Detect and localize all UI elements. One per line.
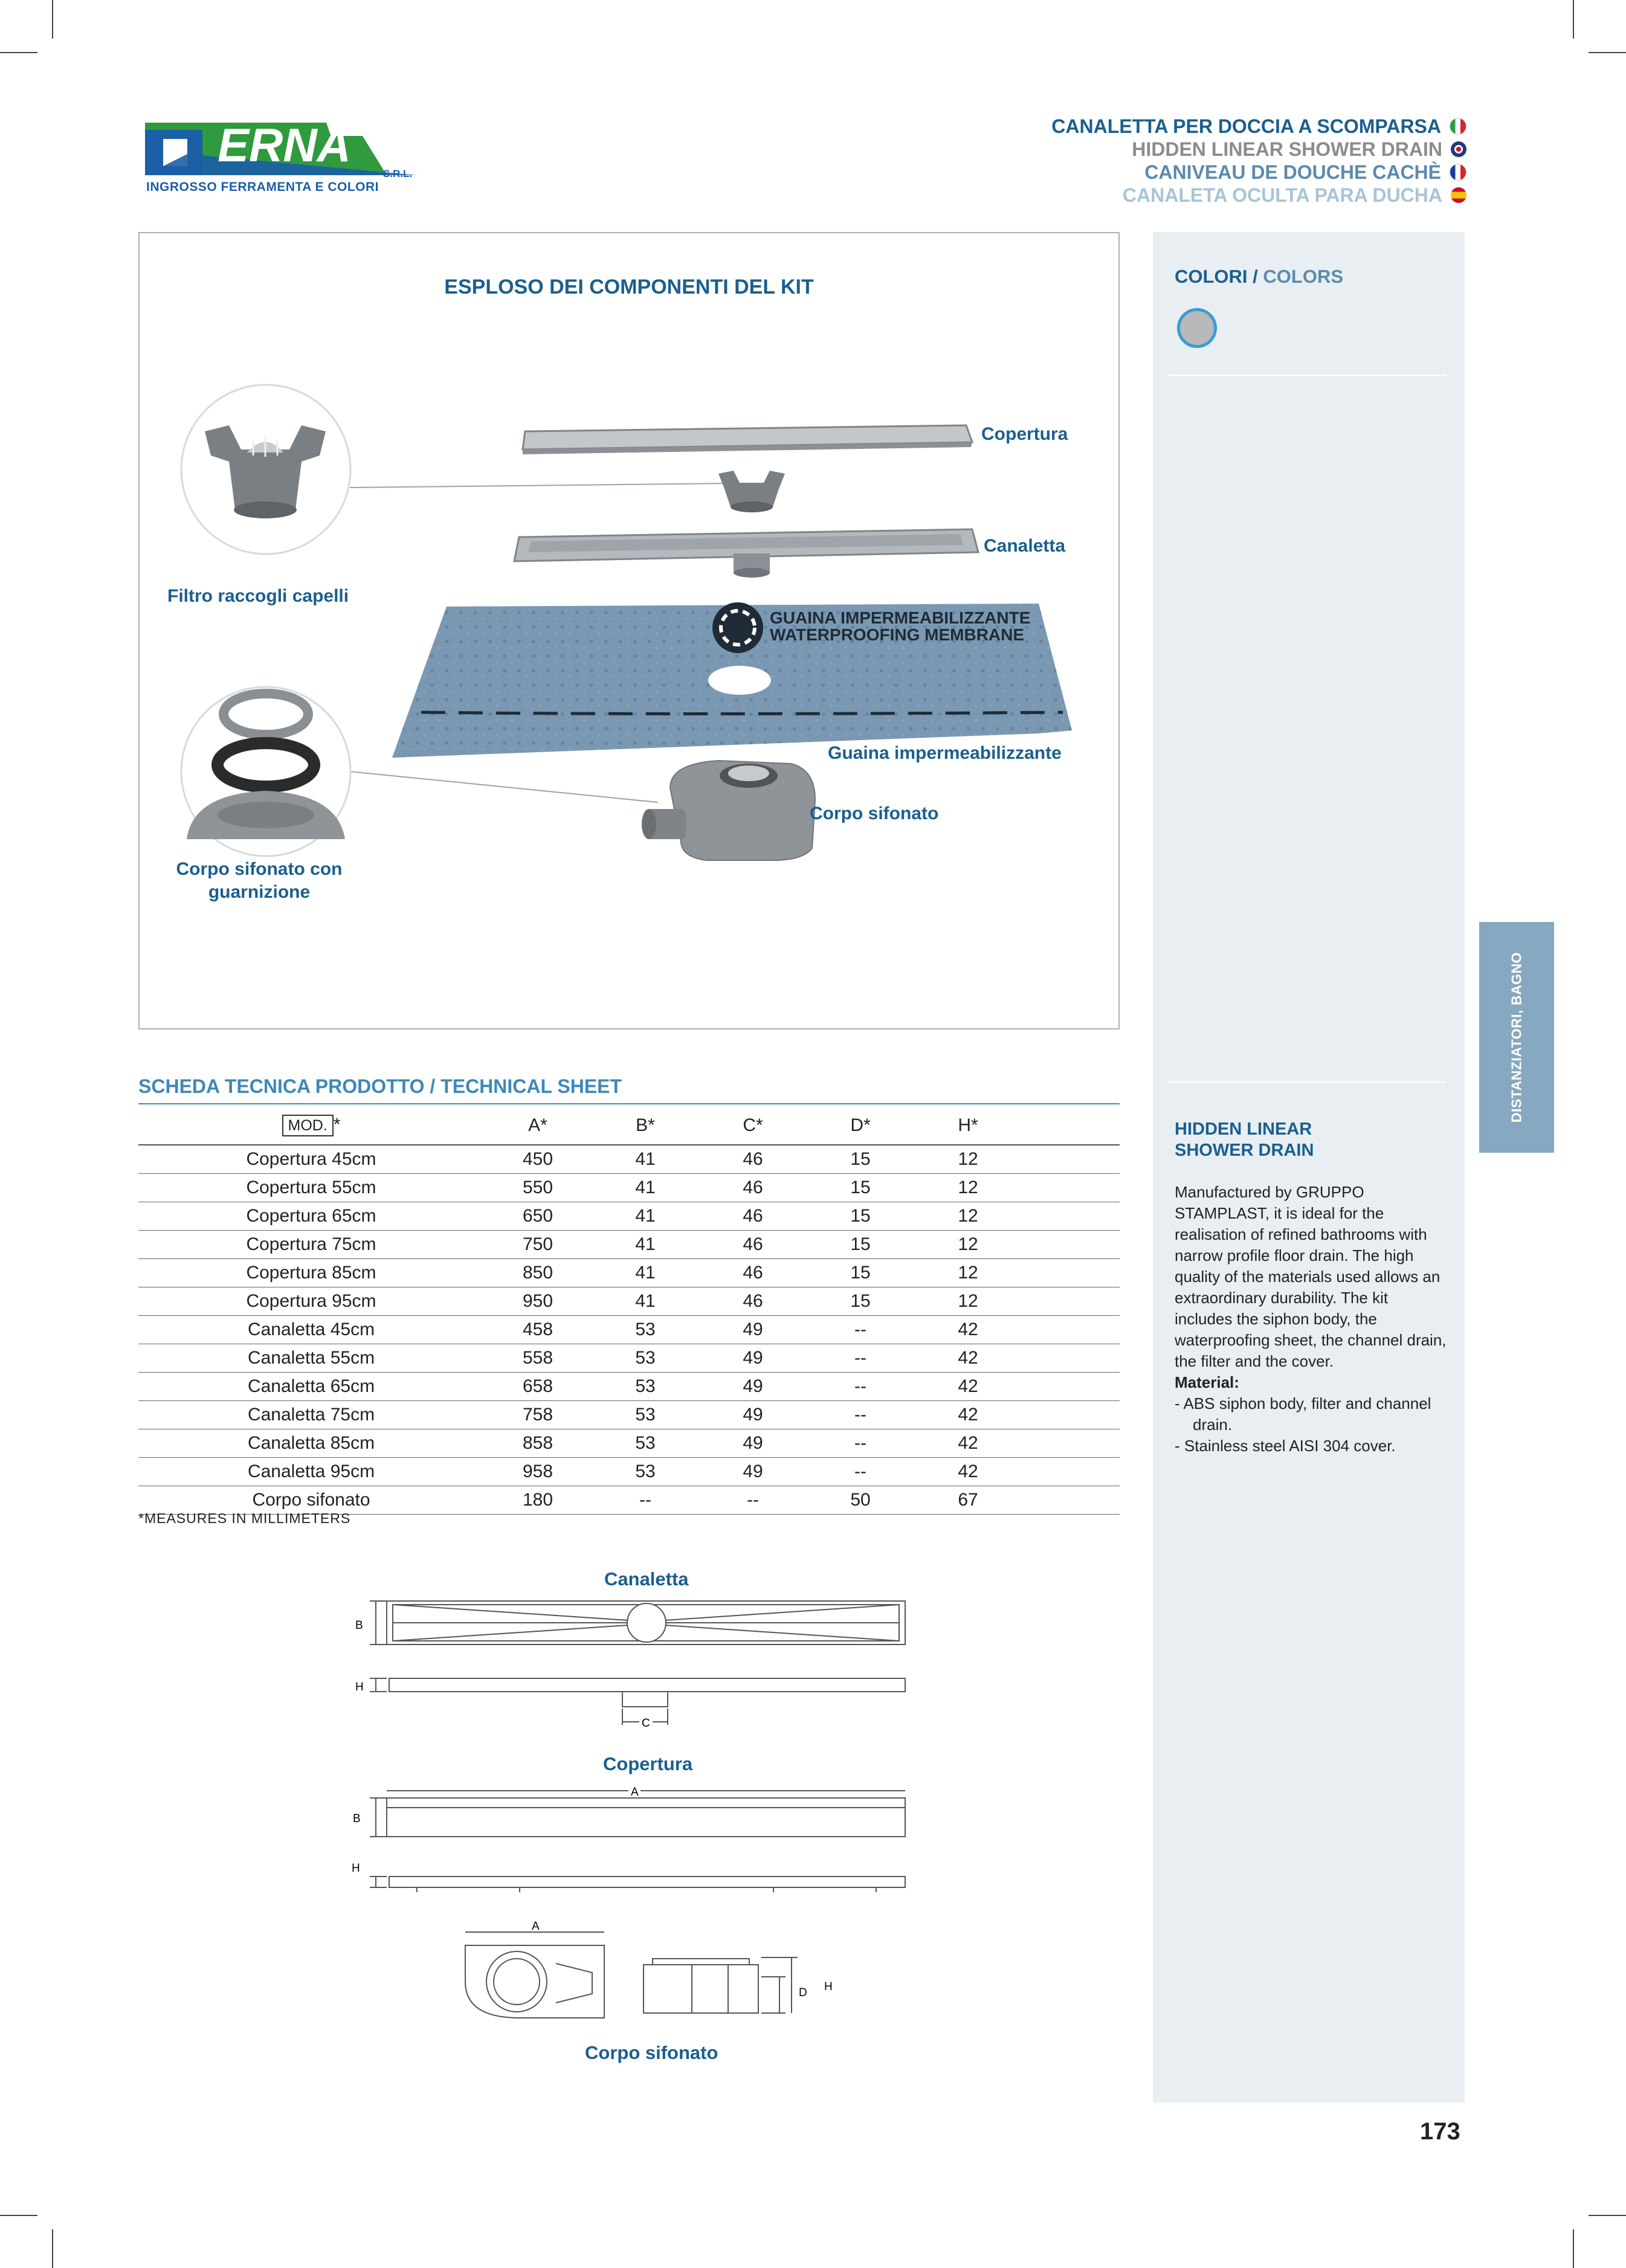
divider <box>138 1103 1120 1104</box>
dim-label-b: B <box>353 1812 361 1825</box>
cell-value: 41 <box>592 1259 699 1287</box>
cell-model: Canaletta 75cm <box>138 1401 484 1429</box>
dim-label-a: A <box>631 1786 639 1799</box>
cell-value: -- <box>807 1344 914 1373</box>
description-title: HIDDEN LINEAR SHOWER DRAIN <box>1175 1120 1314 1160</box>
cell-value: 53 <box>592 1458 699 1486</box>
header-h: H* <box>914 1107 1022 1145</box>
label-corpo: Corpo sifonato <box>810 804 939 823</box>
cell-value: 180 <box>484 1486 592 1515</box>
material-list <box>1175 1393 1450 1457</box>
material-label: Material: <box>1175 1373 1239 1391</box>
cell-value: 950 <box>484 1287 592 1316</box>
cell-value: -- <box>807 1458 914 1486</box>
cell-value: 49 <box>699 1429 807 1458</box>
cell-value: 49 <box>699 1316 807 1344</box>
svg-text:ERNA: ERNA <box>218 118 352 172</box>
product-description <box>1175 1182 1450 1457</box>
exploded-view-title: ESPLOSO DEI COMPONENTI DEL KIT <box>444 275 814 298</box>
cell-value: -- <box>592 1486 699 1515</box>
cell-value: 858 <box>484 1429 592 1458</box>
cell-model: Canaletta 95cm <box>138 1458 484 1486</box>
cell-value: 758 <box>484 1401 592 1429</box>
dim-label-a: A <box>532 1920 540 1933</box>
cell-model: Canaletta 85cm <box>138 1429 484 1458</box>
cell-value: 41 <box>592 1287 699 1316</box>
cell-value: 46 <box>699 1231 807 1259</box>
crop-mark <box>52 0 53 39</box>
cell-value: 42 <box>914 1401 1022 1429</box>
cell-value: 458 <box>484 1316 592 1344</box>
table-row <box>138 1287 1120 1316</box>
cell-value: 15 <box>807 1231 914 1259</box>
cell-value: 558 <box>484 1344 592 1373</box>
label-guaina: Guaina impermeabilizzante <box>828 743 1062 763</box>
cell-value: 42 <box>914 1373 1022 1401</box>
crop-mark <box>0 2215 37 2216</box>
cell-value: 46 <box>699 1259 807 1287</box>
cell-value: 50 <box>807 1486 914 1515</box>
cell-value: 12 <box>914 1202 1022 1231</box>
cell-model: Copertura 55cm <box>138 1174 484 1202</box>
cell-value: 53 <box>592 1316 699 1344</box>
cell-value: 15 <box>807 1174 914 1202</box>
title-it: CANALETTA PER DOCCIA A SCOMPARSA <box>1051 115 1466 138</box>
cell-value: 53 <box>592 1344 699 1373</box>
membrane-text-2: WATERPROOFING MEMBRANE <box>770 625 1025 644</box>
category-tab[interactable]: DISTANZIATORI, BAGNO <box>1479 922 1554 1153</box>
table-row <box>138 1174 1120 1202</box>
cell-value: 12 <box>914 1231 1022 1259</box>
cell-value: -- <box>807 1316 914 1344</box>
header-b: B* <box>592 1107 699 1145</box>
header-mod: MOD. * <box>138 1107 484 1145</box>
title-es: CANALETA OCULTA PARA DUCHA <box>1051 184 1466 207</box>
cell-value: 46 <box>699 1174 807 1202</box>
cell-value: 41 <box>592 1202 699 1231</box>
cell-value: 12 <box>914 1174 1022 1202</box>
material-item: - ABS siphon body, filter and channel drain. <box>1175 1394 1431 1434</box>
cell-value: 12 <box>914 1259 1022 1287</box>
cell-model: Copertura 95cm <box>138 1287 484 1316</box>
table-header-row <box>138 1107 1120 1145</box>
cell-value: 42 <box>914 1344 1022 1373</box>
cell-value: 53 <box>592 1401 699 1429</box>
cell-model: Copertura 85cm <box>138 1259 484 1287</box>
cell-value: 15 <box>807 1287 914 1316</box>
label-corpo-guarnizione: Corpo sifonato con guarnizione <box>176 859 343 902</box>
color-swatch[interactable] <box>1177 308 1217 348</box>
france-flag-icon <box>1450 164 1466 181</box>
drawing-title-canaletta: Canaletta <box>604 1568 689 1590</box>
crop-mark <box>1589 2215 1626 2216</box>
table-row <box>138 1344 1120 1373</box>
cell-model: Copertura 75cm <box>138 1231 484 1259</box>
cell-value: 42 <box>914 1316 1022 1344</box>
page-number: 173 <box>1420 2118 1460 2145</box>
logo-tagline: INGROSSO FERRAMENTA E COLORI <box>146 180 379 194</box>
dim-label-h: H <box>352 1862 360 1875</box>
crop-mark <box>52 2229 53 2268</box>
spain-flag-icon <box>1451 187 1466 203</box>
cell-value: 49 <box>699 1401 807 1429</box>
divider <box>1169 375 1447 376</box>
cell-value: 658 <box>484 1373 592 1401</box>
cell-value: 15 <box>807 1145 914 1174</box>
table-row <box>138 1231 1120 1259</box>
crop-mark <box>1589 52 1626 53</box>
header-c: C* <box>699 1107 807 1145</box>
label-filtro: Filtro raccogli capelli <box>167 586 349 606</box>
crop-mark <box>1573 2229 1574 2268</box>
cell-value: -- <box>807 1401 914 1429</box>
cell-value: 15 <box>807 1259 914 1287</box>
cell-value: 15 <box>807 1202 914 1231</box>
cell-value: 49 <box>699 1458 807 1486</box>
cell-value: 49 <box>699 1344 807 1373</box>
cell-value: 46 <box>699 1202 807 1231</box>
cell-value: 750 <box>484 1231 592 1259</box>
cell-value: 53 <box>592 1429 699 1458</box>
uk-flag-icon <box>1451 141 1466 157</box>
crop-mark <box>1573 0 1574 39</box>
label-copertura: Copertura <box>981 424 1068 444</box>
cell-value: -- <box>699 1486 807 1515</box>
table-row <box>138 1316 1120 1344</box>
crop-mark <box>0 52 37 53</box>
cell-value: 550 <box>484 1174 592 1202</box>
cell-model: Canaletta 55cm <box>138 1344 484 1373</box>
cell-value: 41 <box>592 1145 699 1174</box>
table-row <box>138 1373 1120 1401</box>
dim-label-h: H <box>355 1681 364 1693</box>
material-item: - Stainless steel AISI 304 cover. <box>1175 1437 1396 1455</box>
cell-value: 850 <box>484 1259 592 1287</box>
product-titles <box>1051 115 1466 207</box>
cell-value: 12 <box>914 1287 1022 1316</box>
colors-heading: COLORI / COLORS <box>1175 266 1344 287</box>
exploded-illustration <box>138 232 1120 1029</box>
cell-value: 41 <box>592 1231 699 1259</box>
cell-value: -- <box>807 1373 914 1401</box>
table-row <box>138 1202 1120 1231</box>
cell-value: 49 <box>699 1373 807 1401</box>
table-row <box>138 1429 1120 1458</box>
cell-value: 450 <box>484 1145 592 1174</box>
dim-label-b: B <box>355 1619 363 1632</box>
cell-value: 42 <box>914 1429 1022 1458</box>
header-d: D* <box>807 1107 914 1145</box>
measures-note: *MEASURES IN MILLIMETERS <box>138 1510 351 1526</box>
table-row <box>138 1458 1120 1486</box>
cell-value: 12 <box>914 1145 1022 1174</box>
cell-model: Canaletta 65cm <box>138 1373 484 1401</box>
divider <box>1169 1081 1447 1083</box>
header-a: A* <box>484 1107 592 1145</box>
cell-value: 650 <box>484 1202 592 1231</box>
drawing-title-corpo: Corpo sifonato <box>585 2042 718 2063</box>
description-text: Manufactured by GRUPPO STAMPLAST, it is ideal for the realisation of refined bathrooms with narrow profile floor drain. The high quality of the materials used allows an extraordinary durability. The kit includes the siphon body, the waterproofing sheet, the channel drain, the filter and the cover. <box>1175 1183 1447 1370</box>
technical-drawings <box>338 1583 918 2042</box>
cell-value: 46 <box>699 1287 807 1316</box>
cell-value: 41 <box>592 1174 699 1202</box>
membrane-text-1: GUAINA IMPERMEABILIZZANTE <box>770 608 1031 627</box>
logo-suffix: S.R.L. <box>383 168 413 179</box>
drawing-title-copertura: Copertura <box>603 1753 693 1774</box>
dim-label-d: D <box>799 1986 807 1999</box>
cell-value: 67 <box>914 1486 1022 1515</box>
technical-sheet-title: SCHEDA TECNICA PRODOTTO / TECHNICAL SHEET <box>138 1075 622 1097</box>
table-row <box>138 1401 1120 1429</box>
cell-model: Copertura 45cm <box>138 1145 484 1174</box>
cell-model: Corpo sifonato <box>138 1486 484 1515</box>
cell-model: Copertura 65cm <box>138 1202 484 1231</box>
cell-model: Canaletta 45cm <box>138 1316 484 1344</box>
title-en: HIDDEN LINEAR SHOWER DRAIN <box>1051 138 1466 161</box>
technical-sheet-table <box>138 1107 1120 1515</box>
dim-label-h: H <box>824 1980 833 1993</box>
cell-value: 46 <box>699 1145 807 1174</box>
cell-value: 53 <box>592 1373 699 1401</box>
sidebar-panel <box>1153 232 1465 2102</box>
table-row <box>138 1145 1120 1174</box>
cell-value: -- <box>807 1429 914 1458</box>
cell-value: 42 <box>914 1458 1022 1486</box>
dim-label-c: C <box>642 1717 650 1730</box>
label-canaletta: Canaletta <box>984 536 1066 556</box>
italy-flag-icon <box>1450 118 1466 135</box>
cell-value: 958 <box>484 1458 592 1486</box>
title-fr: CANIVEAU DE DOUCHE CACHÈ <box>1051 161 1466 184</box>
table-row <box>138 1259 1120 1287</box>
